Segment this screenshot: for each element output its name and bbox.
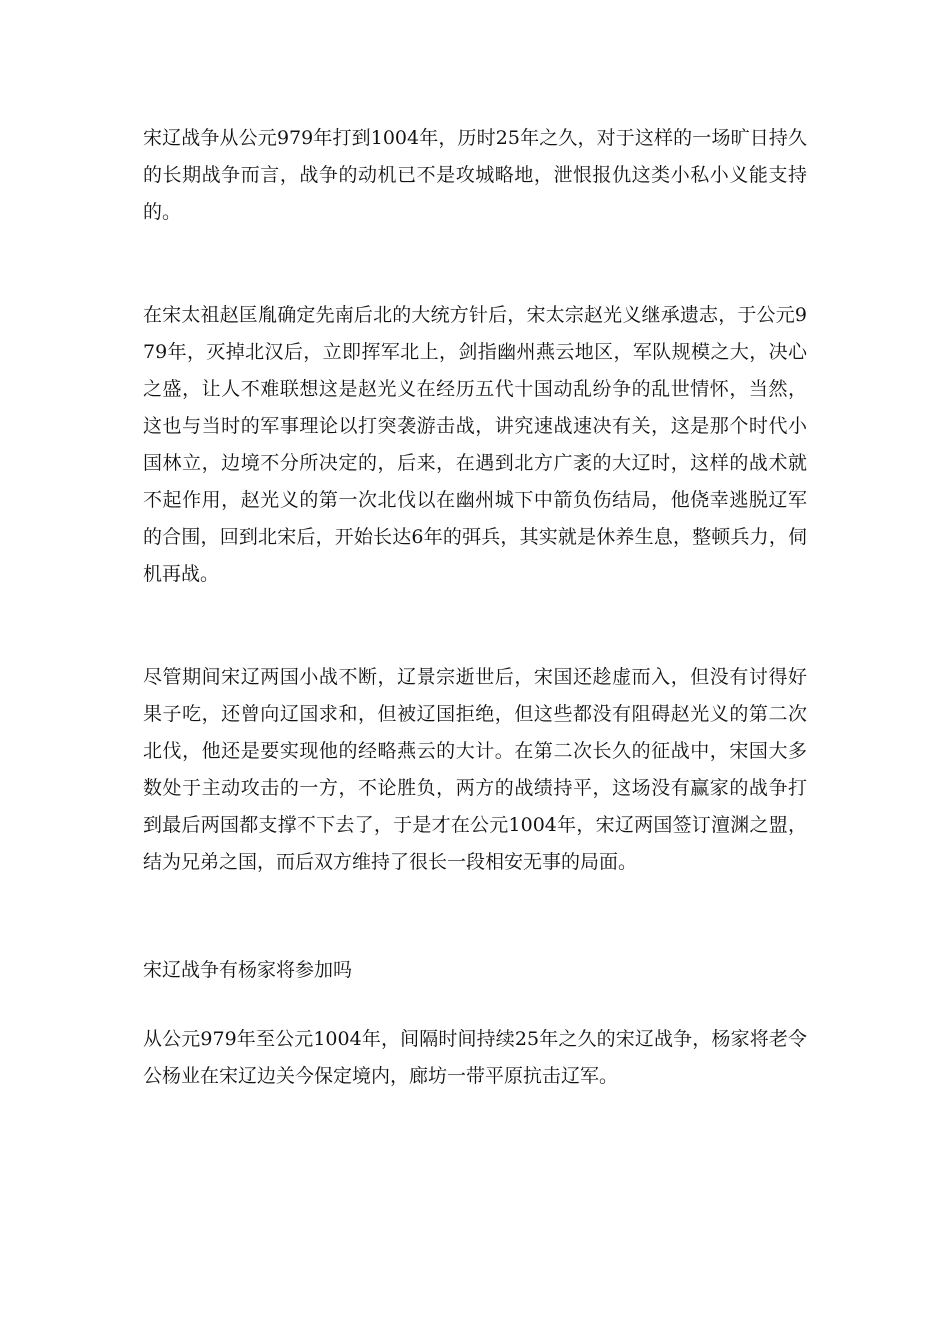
paragraph-yang-family-generals: 从公元979年至公元1004年，间隔时间持续25年之久的宋辽战争，杨家将老令公杨业在宋辽边关今保定境内，廊坊一带平原抗击辽军。 xyxy=(143,1028,807,1087)
paragraph-first-northern-expedition: 在宋太祖赵匡胤确定先南后北的大统方针后，宋太宗赵光义继承遗志，于公元979年，灭掉北汉后，立即挥军北上，剑指幽州燕云地区，军队规模之大，决心之盛，让人不难联想这是赵光义在经历五代十国动乱纷争的乱世情怀，当然，这也与当时的军事理论以打突袭游击战，讲究速战速决有关，这是那个时代小国林立，边境不分所决定的，后来，在遇到北方广袤的大辽时，这样的战术就不起作用，赵光义的第一次北伐以在幽州城下中箭负伤结局，他侥幸逃脱辽军的合围，回到北宋后，开始长达6年的弭兵，其实就是休养生息，整顿兵力，伺机再战。 xyxy=(143,304,807,585)
paragraph-second-northern-expedition: 尽管期间宋辽两国小战不断，辽景宗逝世后，宋国还趁虚而入，但没有讨得好果子吃，还曾向辽国求和，但被辽国拒绝，但这些都没有阻碍赵光义的第二次北伐，他还是要实现他的经略燕云的大计。在第二次长久的征战中，宋国大多数处于主动攻击的一方，不论胜负，两方的战绩持平，这场没有赢家的战争打到最后两国都支撑不下去了，于是才在公元1004年，宋辽两国签订澶渊之盟，结为兄弟之国，而后双方维持了很长一段相安无事的局面。 xyxy=(143,666,807,873)
section-heading: 宋辽战争有杨家将参加吗 xyxy=(143,959,353,981)
paragraph-intro: 宋辽战争从公元979年打到1004年，历时25年之久，对于这样的一场旷日持久的长期战争而言，战争的动机已不是攻城略地，泄恨报仇这类小私小义能支持的。 xyxy=(143,127,807,223)
